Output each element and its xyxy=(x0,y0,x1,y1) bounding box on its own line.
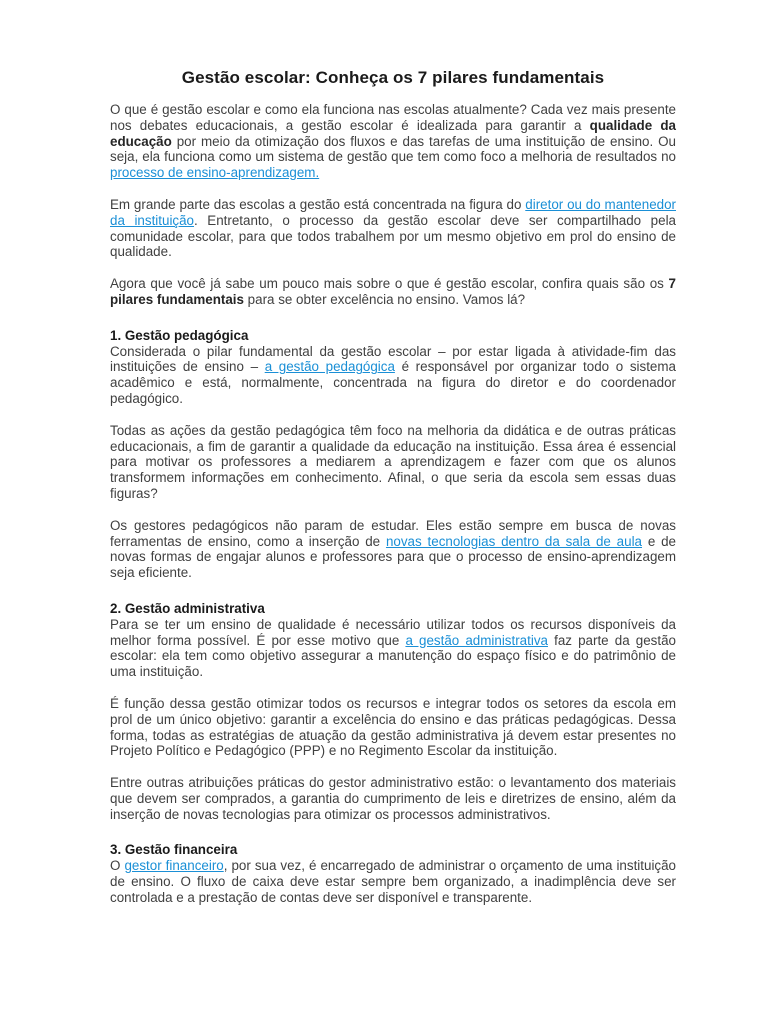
text: para se obter excelência no ensino. Vamos lá? xyxy=(243,291,526,307)
link-gestor-financeiro[interactable]: gestor financeiro xyxy=(124,858,224,874)
section-1-paragraph-2: Todas as ações da gestão pedagógica têm foco na melhoria da didática e de outras práticas educacionais, a fim de garantir a qualidade da educação na instituição. Essa área é essencial para motivar os professores a mediarem a aprendizagem e fazer com que os alunos transformem informações em conhecimento. Afinal, o que seria da escola sem essas duas figuras? xyxy=(110,422,676,501)
text: . Entretanto, o processo da gestão escolar deve ser compartilhado pela comunidade escolar, para que todos trabalhem por um mesmo objetivo em prol do ensino de qualidade. xyxy=(110,212,676,260)
text: é responsável por organizar todo o sistema acadêmico e está, normalmente, concentrada na figura do diretor e do coordenador pedagógico. xyxy=(110,359,676,406)
text: faz parte da gestão escolar: ela tem como objetivo assegurar a manutenção do espaço físico e do patrimônio de uma instituição. xyxy=(110,632,676,680)
section-2-paragraph-2: É função dessa gestão otimizar todos os recursos e integrar todos os setores da escola em prol de um único objetivo: garantir a excelência do ensino e das práticas pedagógicas. Dessa forma, todas as estratégias de atuação da gestão administrativa já devem estar presentes no Projeto Político e Pedagógico (PPP) e no Regimento Escolar da instituição. xyxy=(110,695,676,759)
intro-paragraph-1 xyxy=(110,102,676,181)
section-heading-gestao-pedagogica: 1. Gestão pedagógica xyxy=(110,327,249,343)
section-3-paragraph-1 xyxy=(110,858,676,905)
text: O xyxy=(110,858,125,874)
link-processo-ensino-aprendizagem[interactable]: processo de ensino-aprendizagem. xyxy=(110,165,320,181)
text: e de novas formas de engajar alunos e professores para que o processo de ensino-aprendizagem seja eficiente. xyxy=(110,533,676,581)
text: Considerada o pilar fundamental da gestão escolar – por estar ligada à atividade-fim das instituições de ensino – xyxy=(110,343,676,375)
section-2-paragraph-1 xyxy=(110,617,676,680)
bold-text: 7 pilares fundamentais xyxy=(110,276,676,307)
link-novas-tecnologias[interactable]: novas tecnologias dentro da sala de aula xyxy=(385,533,643,549)
page-title: Gestão escolar: Conheça os 7 pilares fundamentais xyxy=(181,68,605,87)
text: Em grande parte das escolas a gestão está concentrada na figura do xyxy=(110,196,526,212)
section-1-paragraph-1 xyxy=(110,344,676,407)
text: Os gestores pedagógicos não param de estudar. Eles estão sempre em busca de novas ferramentas de ensino, como a inserção de xyxy=(110,517,676,549)
link-gestao-administrativa[interactable]: a gestão administrativa xyxy=(405,632,548,648)
link-gestao-pedagogica[interactable]: a gestão pedagógica xyxy=(264,359,395,375)
section-2-paragraph-3: Entre outras atribuições práticas do gestor administrativo estão: o levantamento dos materiais que devem ser comprados, a garantia do cumprimento de leis e diretrizes de ensino, além da inserção de novas tecnologias para otimizar os processos administrativos. xyxy=(110,775,676,822)
bold-text: qualidade da educação xyxy=(110,117,676,149)
link-diretor-mantenedor[interactable]: diretor ou do mantenedor da instituição xyxy=(110,196,676,228)
text: , por sua vez, é encarregado de administrar o orçamento de uma instituição de ensino. O fluxo de caixa deve estar sempre bem organizado, a inadimplência deve ser controlada e a prestação de contas deve ser disponível e transparente. xyxy=(110,858,677,905)
text: Agora que você já sabe um pouco mais sobre o que é gestão escolar, confira quais são os xyxy=(110,276,669,292)
text: por meio da otimização dos fluxos e das tarefas de uma instituição de ensino. Ou seja, ela funciona como um sistema de gestão que tem como foco a melhoria de resultados no xyxy=(110,133,676,165)
intro-paragraph-3 xyxy=(110,276,676,308)
text: O que é gestão escolar e como ela funciona nas escolas atualmente? Cada vez mais presente nos debates educacionais, a gestão escolar é idealizada para garantir a xyxy=(110,102,676,133)
text: Para se ter um ensino de qualidade é necessário utilizar todos os recursos disponíveis da melhor forma possível. É por esse motivo que xyxy=(110,616,676,648)
section-heading-gestao-administrativa: 2. Gestão administrativa xyxy=(110,600,265,616)
section-heading-gestao-financeira: 3. Gestão financeira xyxy=(110,842,238,858)
section-1-paragraph-3 xyxy=(110,518,676,581)
intro-paragraph-2 xyxy=(110,197,676,260)
